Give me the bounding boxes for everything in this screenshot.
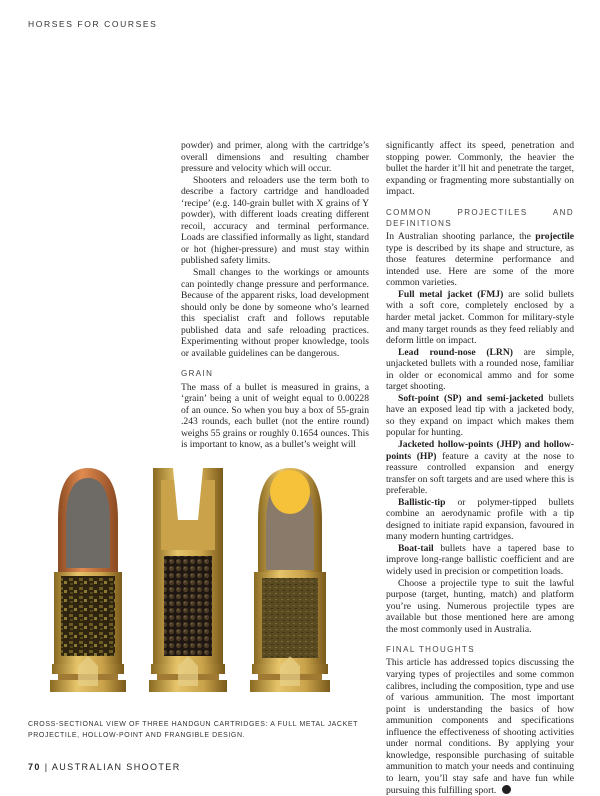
- paragraph-lrn: [386, 347, 574, 393]
- text: or polymer-tipped bullets combine an aerodynamic profile with a tip designed to initiate rapid expansion, favoured in many modern hunting cartridges.: [386, 496, 574, 543]
- paragraph-ballistic-tip: [386, 497, 574, 543]
- paragraph: [386, 231, 574, 289]
- paragraph-jhp: [386, 439, 574, 497]
- end-mark-icon: [502, 785, 511, 794]
- paragraph-sp: [386, 393, 574, 439]
- cartridge-frangible: [250, 468, 330, 692]
- term: Ballistic-tip: [398, 496, 446, 508]
- term: Jacketed hollow-points (JHP) and hollow-points (HP): [386, 438, 574, 462]
- text: feature a cavity at the nose to reassure controlled expansion and energy transfer on soft targets and are used where this is preferable.: [386, 450, 574, 497]
- paragraph: Choose a projectile type to suit the lawful purpose (target, hunting, match) and platform you’re using. Numerous projectile types are available but those mentioned here are among the most commonly used in Australia.: [386, 577, 574, 635]
- text: are solid bullets with a soft core, completely enclosed by a harder metal jacket. Common for military-style and many target rounds as they feed reliably and deform little on impact.: [386, 288, 574, 347]
- cartridge-fmj: [50, 468, 126, 692]
- section-heading-projectiles: COMMON PROJECTILES AND DEFINITIONS: [386, 207, 574, 228]
- text: bullets have a tapered base to improve long-range ballistic coefficient and are widely used in precision or competition loads.: [386, 542, 574, 577]
- paragraph: Small changes to the workings or amounts can pointedly change pressure and performance. Because of the apparent risks, load development should only be done by someone who’s learned this specialist craft and follows reputable published data and safe reloading practices. Experimenting without proper knowledge, tools or available guidelines can be dangerous.: [181, 267, 369, 359]
- paragraph-final: [386, 657, 574, 796]
- term: Soft-point (SP) and semi-jacketed: [398, 392, 544, 404]
- paragraph: powder) and primer, along with the cartridge’s overall dimensions and resulting chamber pressure and velocity which will occur.: [181, 140, 369, 175]
- cartridge-hollow-point: [149, 468, 227, 692]
- text: This article has addressed topics discussing the varying types of projectiles and some common calibres, including the composition, type and use of various ammunition. The most important point is understanding the basics of how ammunition components and specifications influence the effectiveness of shooting activities under normal conditions. By applying your knowledge, responsible purchasing of suitable ammunition to match your needs and continuing to learn, you’ll stay safe and have fun while pursuing this fulfilling sport.: [386, 657, 574, 796]
- section-heading-final: FINAL THOUGHTS: [386, 645, 475, 655]
- text: type is described by its shape and structure, as those features determine performance and intended use. Here are some of the more common varieties.: [386, 242, 574, 289]
- cartridge-cutaway-photo: [28, 460, 348, 692]
- paragraph: The mass of a bullet is measured in grains, a ‘grain’ being a unit of weight equal to 0.00228 of an ounce. So when you buy a box of 55-grain .243 rounds, each bullet (not the entire round) weighs 55 grains or roughly 0.1654 ounces. This is important to know, as a bullet’s weight will: [181, 381, 369, 451]
- term-projectile: projectile: [535, 231, 574, 243]
- photo-caption: CROSS-SECTIONAL VIEW OF THREE HANDGUN CARTRIDGES: A FULL METAL JACKET PROJECTILE, HOLLOW-POINT AND FRANGIBLE DESIGN.: [28, 721, 358, 739]
- footer-separator: |: [44, 762, 49, 772]
- text-column-2: [386, 140, 574, 796]
- paragraph: significantly affect its speed, penetration and stopping power. Commonly, the heavier the bullet the harder it’ll hit and penetrate the target, expanding or fragmenting more substantially on impact.: [386, 140, 574, 198]
- page-footer: [28, 762, 181, 772]
- paragraph-fmj: [386, 289, 574, 347]
- text: are simple, unjacketed bullets with a rounded nose, familiar in older or economical ammo and for some target shooting.: [386, 346, 574, 393]
- term: Full metal jacket (FMJ): [398, 288, 504, 300]
- text: In Australian shooting parlance, the: [386, 231, 536, 243]
- publication-title: AUSTRALIAN SHOOTER: [51, 762, 181, 772]
- page-number: 70: [28, 762, 41, 772]
- term: Boat-tail: [398, 542, 434, 554]
- section-heading-grain: GRAIN: [181, 369, 214, 379]
- paragraph-boat-tail: [386, 543, 574, 578]
- term: Lead round-nose (LRN): [398, 346, 513, 358]
- running-header: HORSES FOR COURSES: [28, 19, 158, 29]
- paragraph: Shooters and reloaders use the term both to describe a factory cartridge and handloaded ‘recipe’ (e.g. 140-grain bullet with X grains of Y powder), with different loads creating different recoil, accuracy and terminal performance. Loads are classified informally as light, standard or hot (higher-pressure) and must stay within published safety limits.: [181, 174, 369, 267]
- text-column-1: [181, 140, 369, 451]
- text: bullets have an exposed lead tip with a jacketed body, so they expand on impact which makes them popular for hunting.: [386, 392, 574, 439]
